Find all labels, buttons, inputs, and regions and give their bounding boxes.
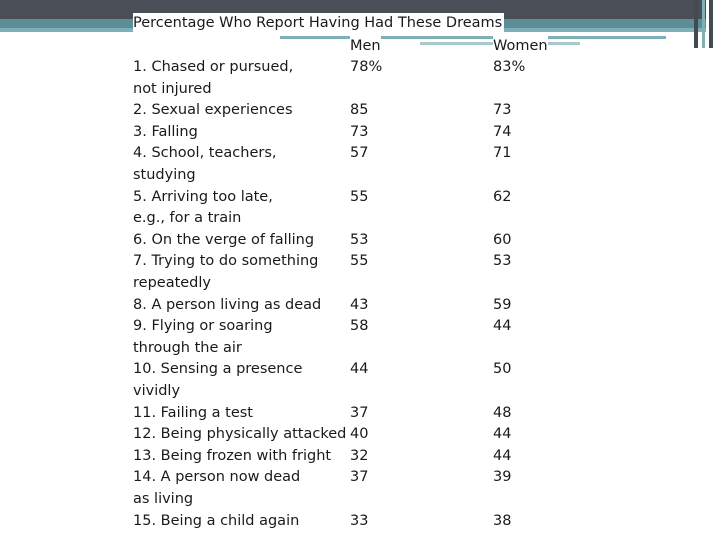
dream-label-line: vividly <box>133 382 181 399</box>
dream-label <box>133 100 348 122</box>
dream-label-line: 10. Sensing a presence <box>133 361 303 378</box>
header-accent-line <box>280 36 666 39</box>
dream-label-line: 7. Trying to do something <box>133 253 319 270</box>
dream-label <box>133 187 348 230</box>
men-value: 43 <box>350 296 369 313</box>
header-vertical-stripe <box>702 0 705 48</box>
table-row <box>133 467 553 510</box>
women-value: 71 <box>493 145 512 162</box>
dream-label <box>133 295 348 317</box>
table-row <box>133 230 553 252</box>
women-value: 44 <box>493 447 512 464</box>
men-value: 53 <box>350 231 369 248</box>
women-value: 53 <box>493 253 512 270</box>
page-title: Percentage Who Report Having Had These Dreams <box>133 15 503 31</box>
women-value: 44 <box>493 426 512 443</box>
table-row <box>133 187 553 230</box>
dream-label-line: 5. Arriving too late, <box>133 188 273 205</box>
dream-label-line: 13. Being frozen with fright <box>133 447 332 464</box>
table-row <box>133 424 553 446</box>
dream-label-line: 3. Falling <box>133 123 198 140</box>
women-value: 73 <box>493 102 512 119</box>
column-header-men: Men <box>350 38 381 54</box>
table-row <box>133 511 553 533</box>
table-row <box>133 359 553 402</box>
dream-label-line: 12. Being physically attacked <box>133 426 347 443</box>
dream-label <box>133 424 348 446</box>
header-vertical-stripe <box>709 0 713 48</box>
dream-label <box>133 230 348 252</box>
women-value: 50 <box>493 361 512 378</box>
women-value: 39 <box>493 469 512 486</box>
men-value: 44 <box>350 361 369 378</box>
men-value: 78% <box>350 59 383 75</box>
men-value: 55 <box>350 253 369 270</box>
women-value: 38 <box>493 512 512 529</box>
men-value: 33 <box>350 512 369 529</box>
dream-label <box>133 446 348 468</box>
table-row <box>133 403 553 425</box>
dream-label-line: 9. Flying or soaring <box>133 318 273 335</box>
dream-label-line: 8. A person living as dead <box>133 296 322 313</box>
dream-label-line: 2. Sexual experiences <box>133 102 293 119</box>
dream-label-line: studying <box>133 166 196 183</box>
men-value: 37 <box>350 469 369 486</box>
dream-label <box>133 511 348 533</box>
header-vertical-stripe <box>694 0 698 48</box>
dream-label <box>133 359 348 402</box>
women-value: 59 <box>493 296 512 313</box>
dream-label <box>133 143 348 186</box>
men-value: 32 <box>350 447 369 464</box>
dream-label <box>133 316 348 359</box>
men-value: 85 <box>350 102 369 119</box>
women-value: 83% <box>493 59 526 75</box>
dream-label-line: 6. On the verge of falling <box>133 231 315 248</box>
women-value: 48 <box>493 404 512 421</box>
women-value: 60 <box>493 231 512 248</box>
dream-label <box>133 57 348 100</box>
dream-label-line: 11. Failing a test <box>133 404 253 421</box>
men-value: 57 <box>350 145 369 162</box>
dream-label-line: 15. Being a child again <box>133 512 300 529</box>
men-value: 73 <box>350 123 369 140</box>
dream-label <box>133 251 348 294</box>
table-row <box>133 57 553 100</box>
dream-label <box>133 467 348 510</box>
dream-label-line: 14. A person now dead <box>133 469 301 486</box>
table-row <box>133 122 553 144</box>
men-value: 37 <box>350 404 369 421</box>
table-row <box>133 251 553 294</box>
dream-label-line: not injured <box>133 80 212 97</box>
table-row <box>133 100 553 122</box>
dream-label-line: 4. School, teachers, <box>133 145 277 162</box>
dream-label <box>133 122 348 144</box>
dream-label <box>133 403 348 425</box>
table-row <box>133 295 553 317</box>
table-row <box>133 446 553 468</box>
dream-label-line: as living <box>133 490 194 507</box>
men-value: 55 <box>350 188 369 205</box>
men-value: 40 <box>350 426 369 443</box>
dream-label-line: e.g., for a train <box>133 210 242 227</box>
dream-label-line: 1. Chased or pursued, <box>133 59 294 75</box>
column-header-women: Women <box>493 38 548 54</box>
table-row <box>133 143 553 186</box>
dream-label-line: repeatedly <box>133 274 211 291</box>
table-row <box>133 316 553 359</box>
women-value: 74 <box>493 123 512 140</box>
women-value: 62 <box>493 188 512 205</box>
men-value: 58 <box>350 318 369 335</box>
women-value: 44 <box>493 318 512 335</box>
dream-label-line: through the air <box>133 339 242 356</box>
